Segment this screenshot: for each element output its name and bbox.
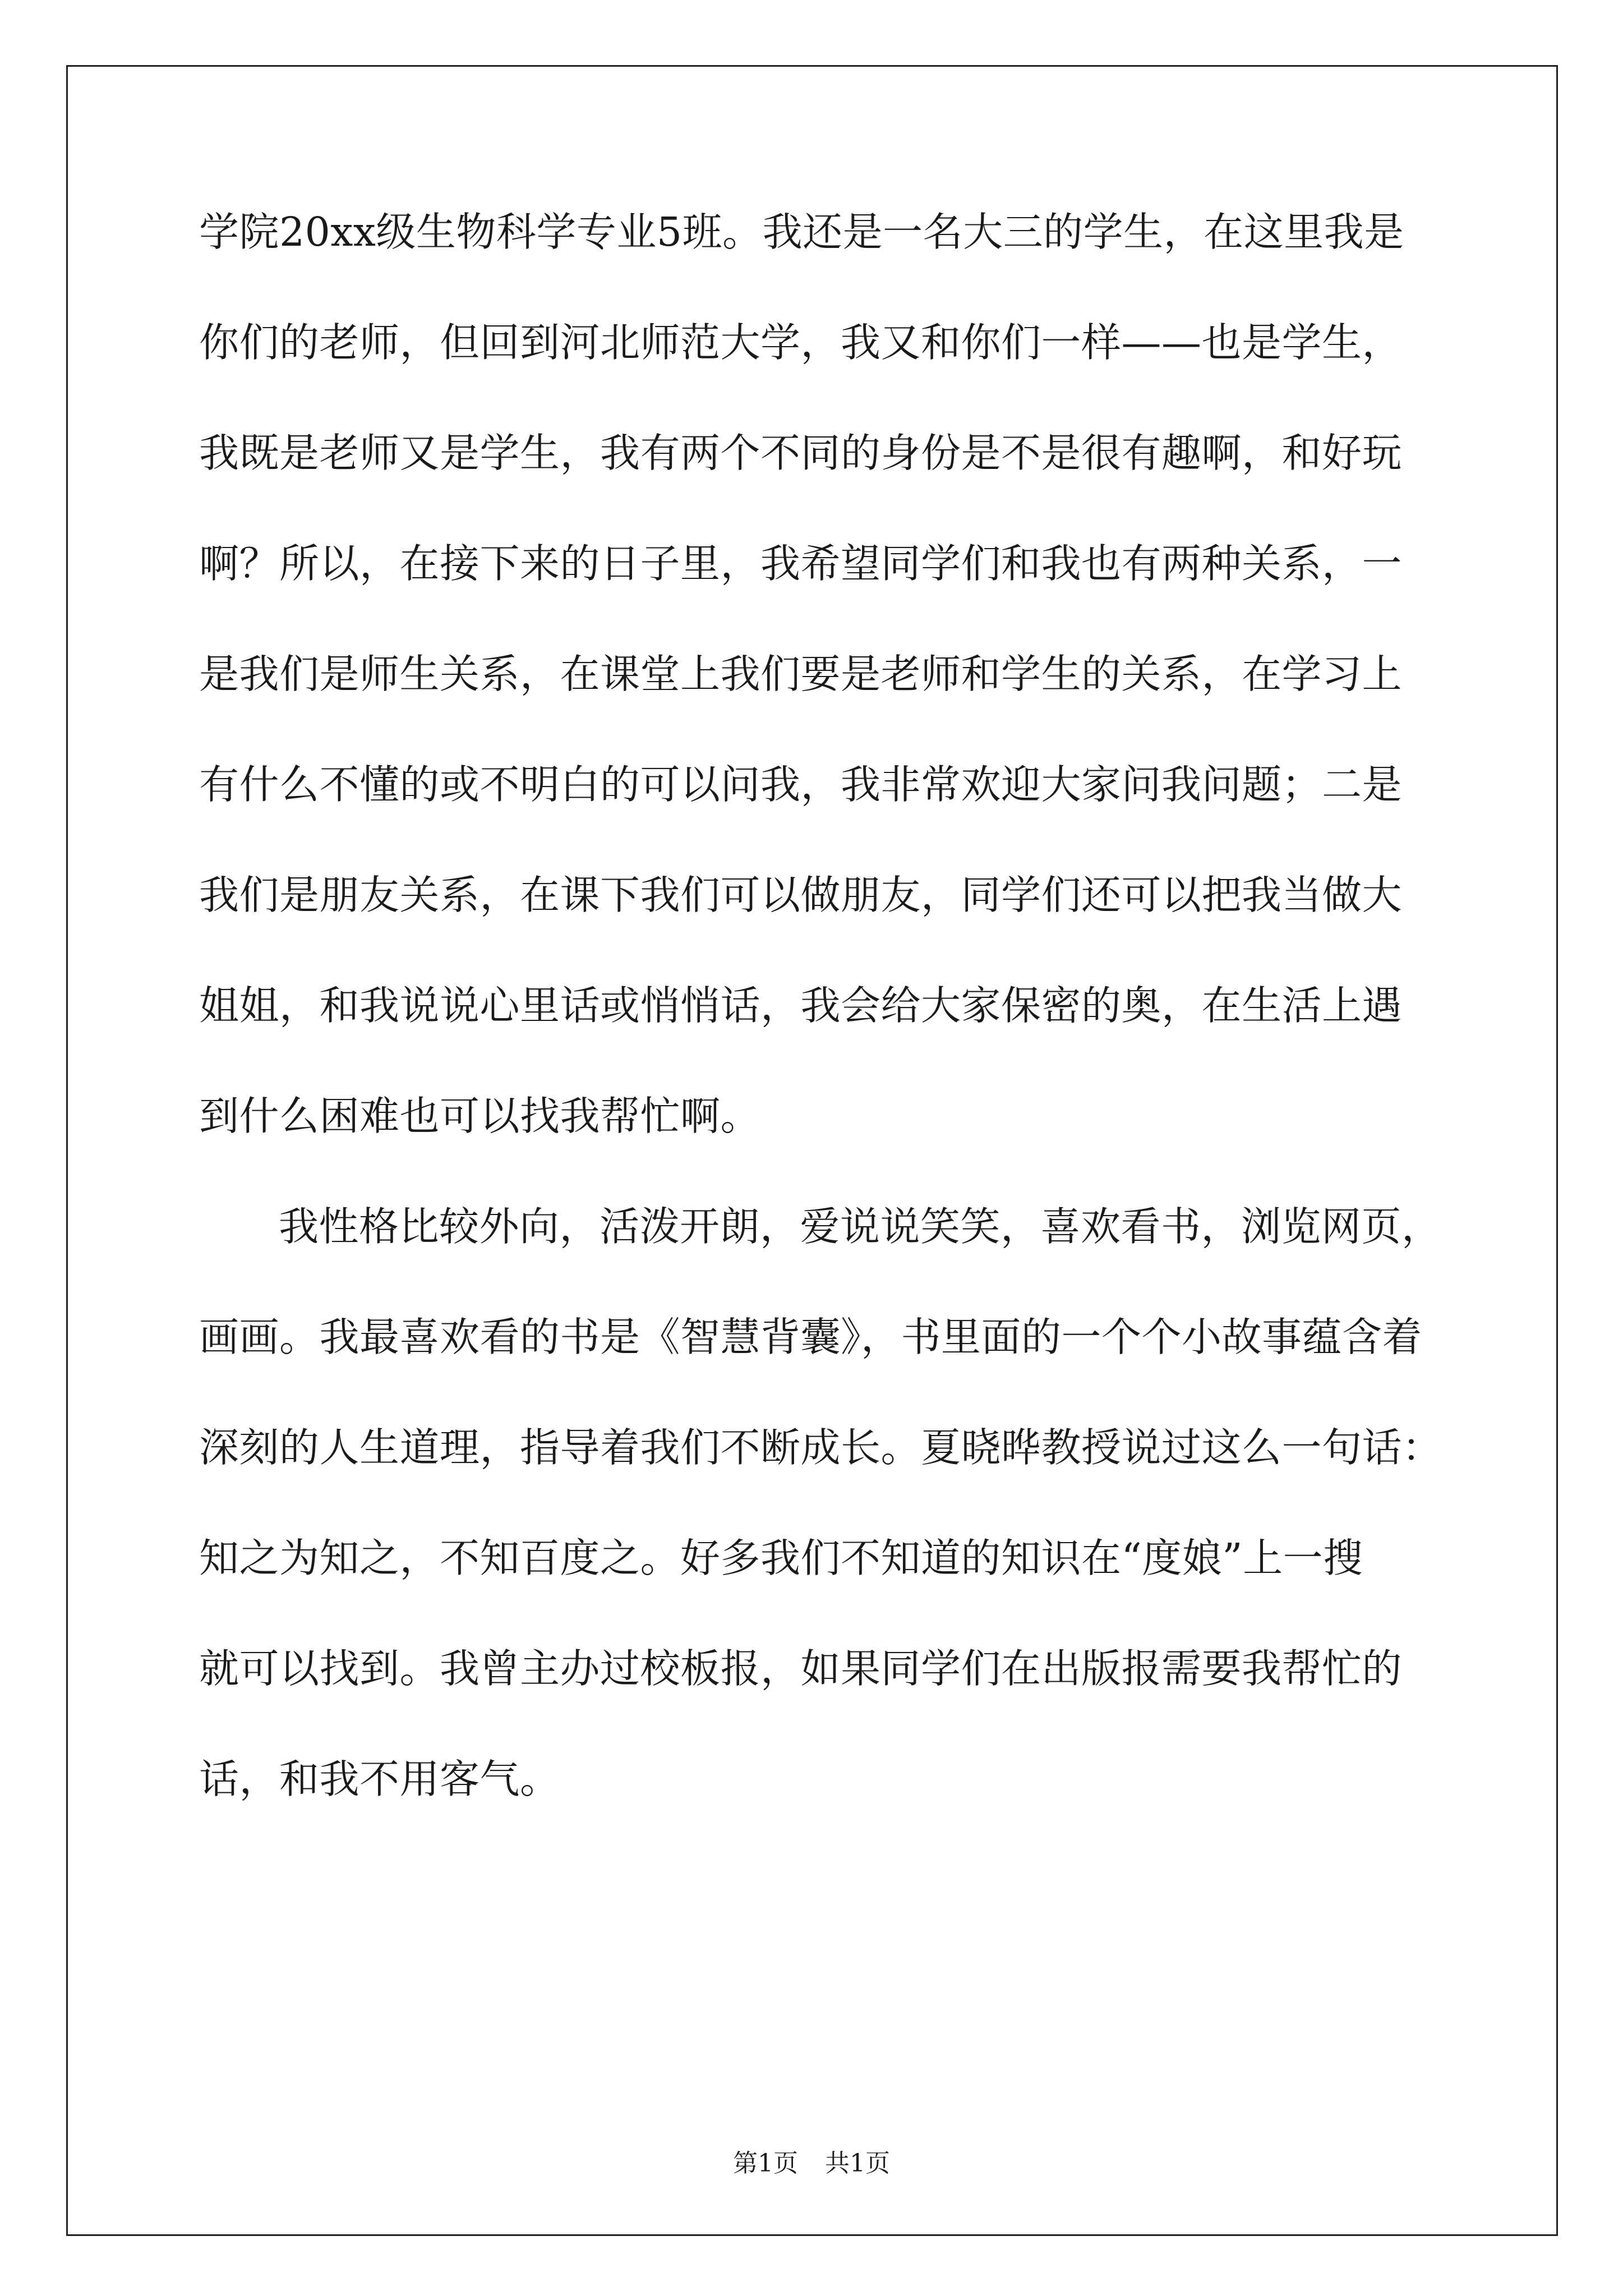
text-line: 是我们是师生关系，在课堂上我们要是老师和学生的关系，在学习上 (199, 651, 1403, 697)
text-line: 知之为知之，不知百度之。好多我们不知道的知识在“度娘”上一搜 (199, 1535, 1363, 1581)
text-line: 话，和我不用客气。 (199, 1756, 560, 1802)
text-line: 姐姐，和我说说心里话或悄悄话，我会给大家保密的奥，在生活上遇 (199, 982, 1403, 1029)
text-line: 啊？所以，在接下来的日子里，我希望同学们和我也有两种关系，一 (199, 540, 1403, 587)
page-footer (0, 2151, 1623, 2176)
text-line: 深刻的人生道理，指导着我们不断成长。夏晓晔教授说过这么一句话： (199, 1424, 1442, 1471)
text-line: 画画。我最喜欢看的书是《智慧背囊》，书里面的一个个小故事蕴含着 (199, 1314, 1423, 1360)
text-line: 有什么不懂的或不明白的可以问我，我非常欢迎大家问我问题；二是 (199, 761, 1403, 808)
document-body (199, 209, 1444, 1870)
text-line: 我们是朋友关系，在课下我们可以做朋友，同学们还可以把我当做大 (199, 872, 1403, 918)
text-line: 学院20xx级生物科学专业5班。我还是一名大三的学生，在这里我是 (199, 209, 1404, 255)
page-number: 第1页 (733, 2149, 798, 2178)
text-line: 就可以找到。我曾主办过校板报，如果同学们在出版报需要我帮忙的 (199, 1645, 1403, 1692)
text-line: 到什么困难也可以找我帮忙啊。 (199, 1093, 761, 1139)
paragraph-1 (199, 209, 1444, 1139)
text-line: 你们的老师，但回到河北师范大学，我又和你们一样——也是学生， (199, 319, 1403, 366)
page-total: 共1页 (825, 2149, 890, 2178)
paragraph-2 (199, 1203, 1444, 1802)
text-line: 我既是老师又是学生，我有两个不同的身份是不是很有趣啊，和好玩 (199, 430, 1403, 476)
text-line: 我性格比较外向，活泼开朗，爱说说笑笑，喜欢看书，浏览网页， (279, 1203, 1442, 1250)
